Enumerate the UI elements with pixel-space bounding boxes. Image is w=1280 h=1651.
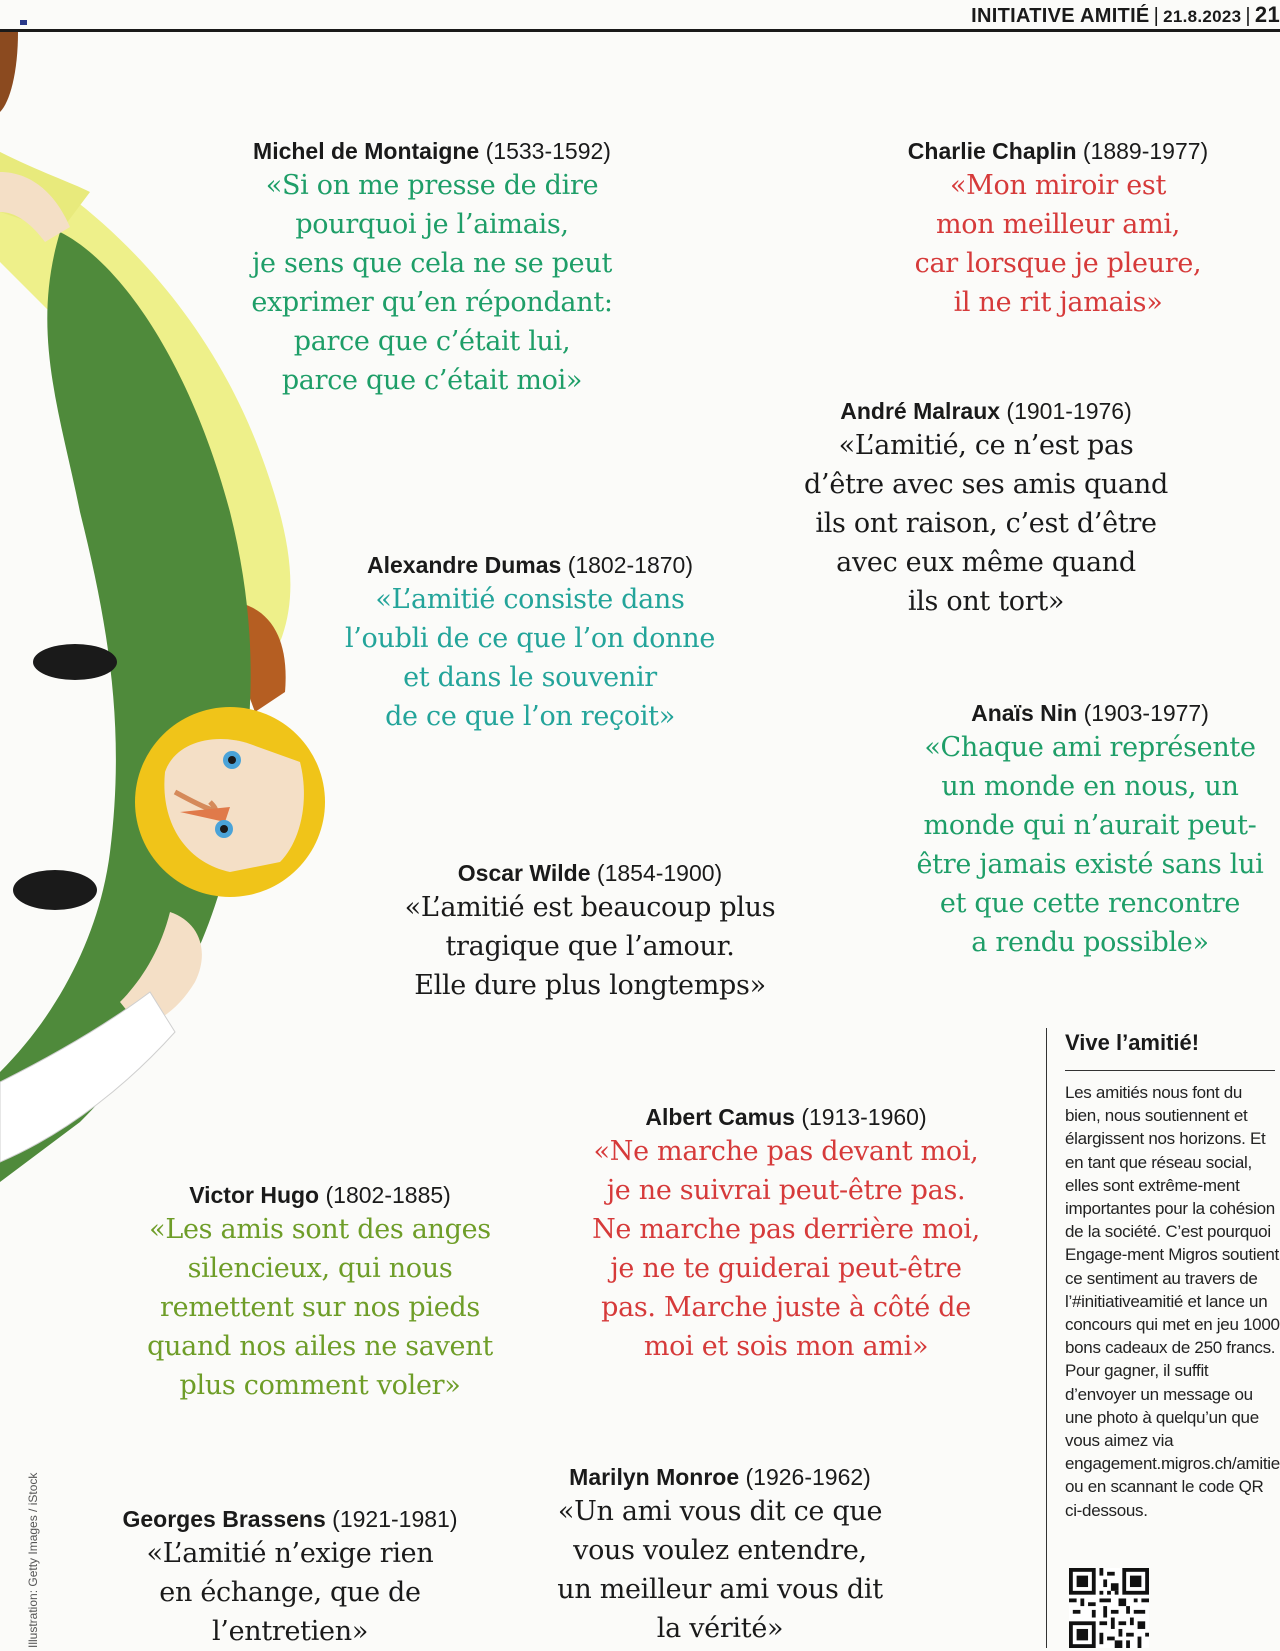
quote-montaigne	[236, 136, 628, 400]
quote-wilde	[380, 858, 800, 1005]
quote-text: «L’amitié est beaucoup plus tragique que l’amour. Elle dure plus longtemps»	[404, 892, 776, 1001]
quote-author: Anaïs Nin	[971, 700, 1078, 726]
quote-monroe	[520, 1462, 920, 1648]
quote-author: Alexandre Dumas	[366, 552, 562, 578]
quote-author: André Malraux	[840, 398, 1001, 424]
info-box-title: Vive l’amitié!	[1065, 1030, 1200, 1055]
quote-years: (1926-1962)	[745, 1464, 871, 1490]
quote-author: Oscar Wilde	[457, 860, 591, 886]
qr-code[interactable]	[1069, 1568, 1149, 1648]
issue-date: 21.8.2023	[1163, 7, 1242, 26]
quote-nin	[900, 698, 1280, 962]
quote-author: Albert Camus	[645, 1104, 795, 1130]
quote-author: Michel de Montaigne	[253, 138, 480, 164]
quote-chaplin	[858, 136, 1258, 322]
info-box-divider	[1065, 1070, 1275, 1071]
info-box	[1046, 1028, 1280, 1648]
header-right: INITIATIVE AMITIÉ | 21.8.2023 | 21	[971, 2, 1280, 27]
page-header	[0, 0, 1280, 32]
quote-text: «Les amis sont des anges silencieux, qui nous remettent sur nos pieds quand nos ailes ne savent plus comment voler»	[147, 1214, 493, 1401]
info-box-body: Les amitiés nous font du bien, nous soutiennent et élargissent nos horizons. Et en tant que réseau social, elles sont extrême-ment importantes pour la cohésion de la société. C’est pourquoi Engage-ment Migros soutient ce sentiment au travers de l’#initiativeamitié et lance un concours qui met en jeu 1000 bons cadeaux de 250 francs. Pour gagner, il suffit d’envoyer un message ou une photo à quelqu’un que vous aimez via engagement.migros.ch/amitie ou en scannant le code QR ci-dessous.	[1065, 1083, 1280, 1520]
quote-author: Georges Brassens	[122, 1506, 326, 1532]
quote-text: «L’amitié n’exige rien en échange, que de l’entretien»	[146, 1538, 434, 1647]
quote-text: «Un ami vous dit ce que vous voulez entendre, un meilleur ami vous dit la vérité»	[557, 1496, 883, 1644]
quote-years: (1802-1870)	[567, 552, 693, 578]
quote-years: (1802-1885)	[325, 1182, 451, 1208]
quote-years: (1901-1976)	[1006, 398, 1132, 424]
quote-author: Charlie Chaplin	[907, 138, 1077, 164]
quote-camus	[576, 1102, 996, 1366]
quote-author: Marilyn Monroe	[569, 1464, 740, 1490]
header-marker	[20, 20, 27, 25]
quote-years: (1921-1981)	[332, 1506, 458, 1532]
quote-text: «Mon miroir est mon meilleur ami, car lorsque je pleure, il ne rit jamais»	[914, 170, 1202, 318]
quote-malraux	[776, 396, 1196, 621]
quote-years: (1889-1977)	[1082, 138, 1209, 164]
quote-years: (1533-1592)	[485, 138, 611, 164]
quote-years: (1903-1977)	[1083, 700, 1209, 726]
quote-text: «L’amitié, ce n’est pas d’être avec ses amis quand ils ont raison, c’est d’être avec eux même quand ils ont tort»	[804, 430, 1168, 617]
quote-text: «Chaque ami représente un monde en nous, un monde qui n’aurait peut- être jamais existé sans lui et que cette rencontre a rendu possible»	[916, 732, 1264, 958]
quote-years: (1913-1960)	[801, 1104, 927, 1130]
quote-brassens	[100, 1504, 480, 1651]
illustration-credit: Illustration: Getty Images / iStock	[26, 1472, 40, 1648]
quote-dumas	[320, 550, 740, 736]
quote-hugo	[120, 1180, 520, 1405]
quote-years: (1854-1900)	[596, 860, 723, 886]
section-title: INITIATIVE AMITIÉ	[971, 5, 1150, 27]
page-number: 21	[1254, 2, 1280, 27]
quote-text: «L’amitié consiste dans l’oubli de ce que l’on donne et dans le souvenir de ce que l’on reçoit»	[344, 584, 716, 732]
quote-text: «Si on me presse de dire pourquoi je l’aimais, je sens que cela ne se peut exprimer qu’en répondant: parce que c’était lui, parce que c’était moi»	[251, 170, 613, 396]
quote-author: Victor Hugo	[189, 1182, 320, 1208]
quote-text: «Ne marche pas devant moi, je ne suivrai peut-être pas. Ne marche pas derrière moi, je ne te guiderai peut-être pas. Marche juste à côté de moi et sois mon ami»	[592, 1136, 980, 1362]
